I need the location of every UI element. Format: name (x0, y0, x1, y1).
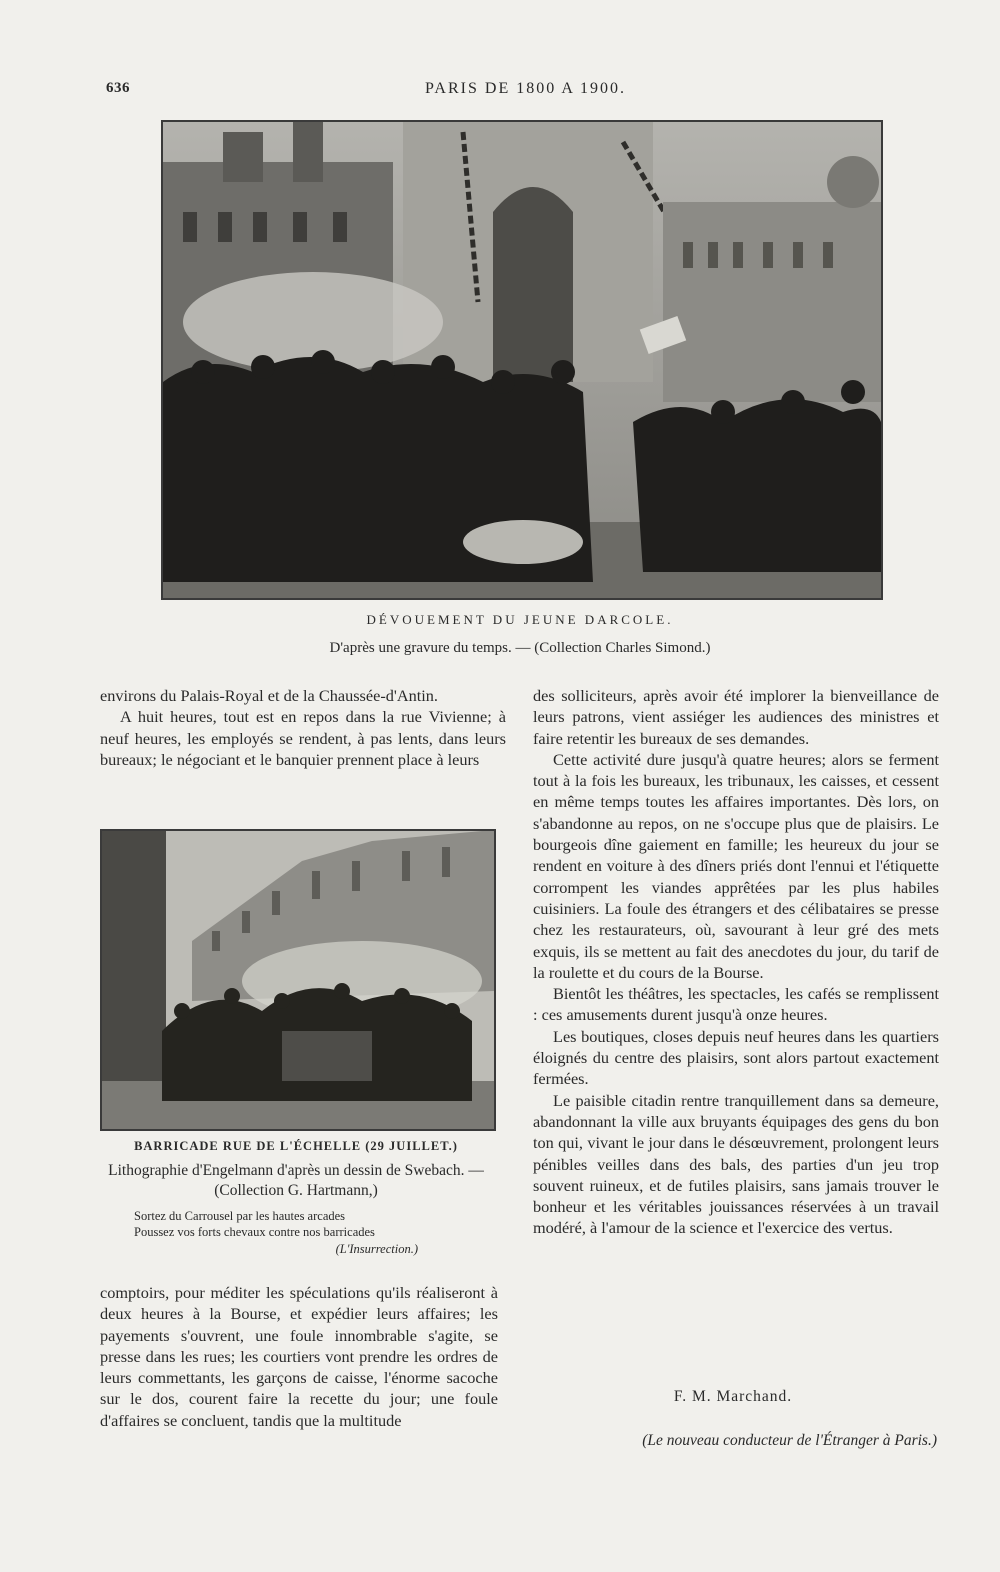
figure2-credit: Lithographie d'Engelmann d'après un dessin de Swebach. — (Collection G. Hartmann,) (108, 1162, 484, 1199)
left-column-top (100, 685, 506, 770)
left-column-bottom (100, 1282, 498, 1431)
left-paragraph-2: A huit heures, tout est en repos dans la rue Vivienne; à neuf heures, les employés se rendent, à pas lents, dans leurs bureaux; le négociant et le banquier prennent place à leurs (100, 707, 506, 769)
right-paragraph-2: Cette activité dure jusqu'à quatre heures; alors se ferment tout à la fois les bureaux, les tribunaux, les caisses, et cessent en même temps toutes les affaires importantes. Dès lors, on s'abandonne au repos, on ne s'occupe plus que de plaisirs. Le bourgeois dîne gaiement en famille; les heureux du jour se rendent en voiture à des dîners priés dont l'ennui et l'étiquette corrompent les viandes apprêtées par les plus habiles cuisiniers. La foule des étrangers et des célibataires se presse chez les restaurateurs, où, savourant à leur gré des mets exquis, ils se mettent au fait des anecdotes du jour, du tarif de la roulette et du cours de la Bourse. (533, 749, 939, 982)
source-citation: (Le nouveau conducteur de l'Étranger à Paris.) (642, 1432, 937, 1449)
left-paragraph-1: environs du Palais-Royal et de la Chaussée-d'Antin. (100, 686, 438, 705)
engraving-barricade (100, 829, 496, 1131)
right-paragraph-3: Bientôt les théâtres, les spectacles, les cafés se remplissent : ces amusements durent jusqu'à onze heures. (533, 984, 939, 1025)
engraving-devouement (161, 120, 883, 600)
figure1-credit: D'après une gravure du temps. — (Collection Charles Simond.) (329, 640, 711, 656)
left-paragraph-3: comptoirs, pour méditer les spéculations qu'ils réaliseront à deux heures à la Bourse, et expédier leurs affaires; les payements s'ouvrent, une foule innombrable s'agite, se presse dans les rues; les courtiers vont prendre les ordres de leurs commettants, les garçons de caisse, l'énorme sacoche sur le dos, courent faire la recette du jour; une foule d'affaires se concluent, tandis que la multitude (100, 1283, 498, 1430)
author-signature: F. M. Marchand. (673, 1388, 793, 1405)
running-head: PARIS DE 1800 A 1900. (425, 80, 626, 97)
figure2-verse (134, 1208, 464, 1240)
verse-line-2: Poussez vos forts chevaux contre nos barricades (134, 1225, 375, 1239)
right-paragraph-5: Le paisible citadin rentre tranquillement dans sa demeure, abandonnant la ville aux bruyants équipages des gens du bon ton qui, vivant le jour dans le désœuvrement, prolongent leurs pénibles veilles dans des bals, des parties d'un jeu trop souvent ruineux, et de futiles plaisirs, sans jamais trouver le bonheur et les véritables jouissances réservées à un travail modéré, à l'amour de la science et l'exercice des vertus. (533, 1090, 939, 1238)
right-column (533, 685, 939, 1239)
figure2-title: BARRICADE RUE DE L'ÉCHELLE (29 JUILLET.) (134, 1139, 458, 1153)
verse-line-1: Sortez du Carrousel par les hautes arcades (134, 1209, 346, 1223)
figure2-verse-source: (L'Insurrection.) (335, 1242, 418, 1256)
right-paragraph-1: des solliciteurs, après avoir été implorer la bienveillance de leurs patrons, vient assiéger les audiences des ministres et faire retentir les bureaux de ses demandes. (533, 686, 939, 748)
figure1-title: DÉVOUEMENT DU JEUNE DARCOLE. (366, 612, 674, 627)
page-number: 636 (106, 80, 130, 96)
right-paragraph-4: Les boutiques, closes depuis neuf heures dans les quartiers éloignés du centre des plaisirs, sont alors partout exactement fermées. (533, 1026, 939, 1089)
